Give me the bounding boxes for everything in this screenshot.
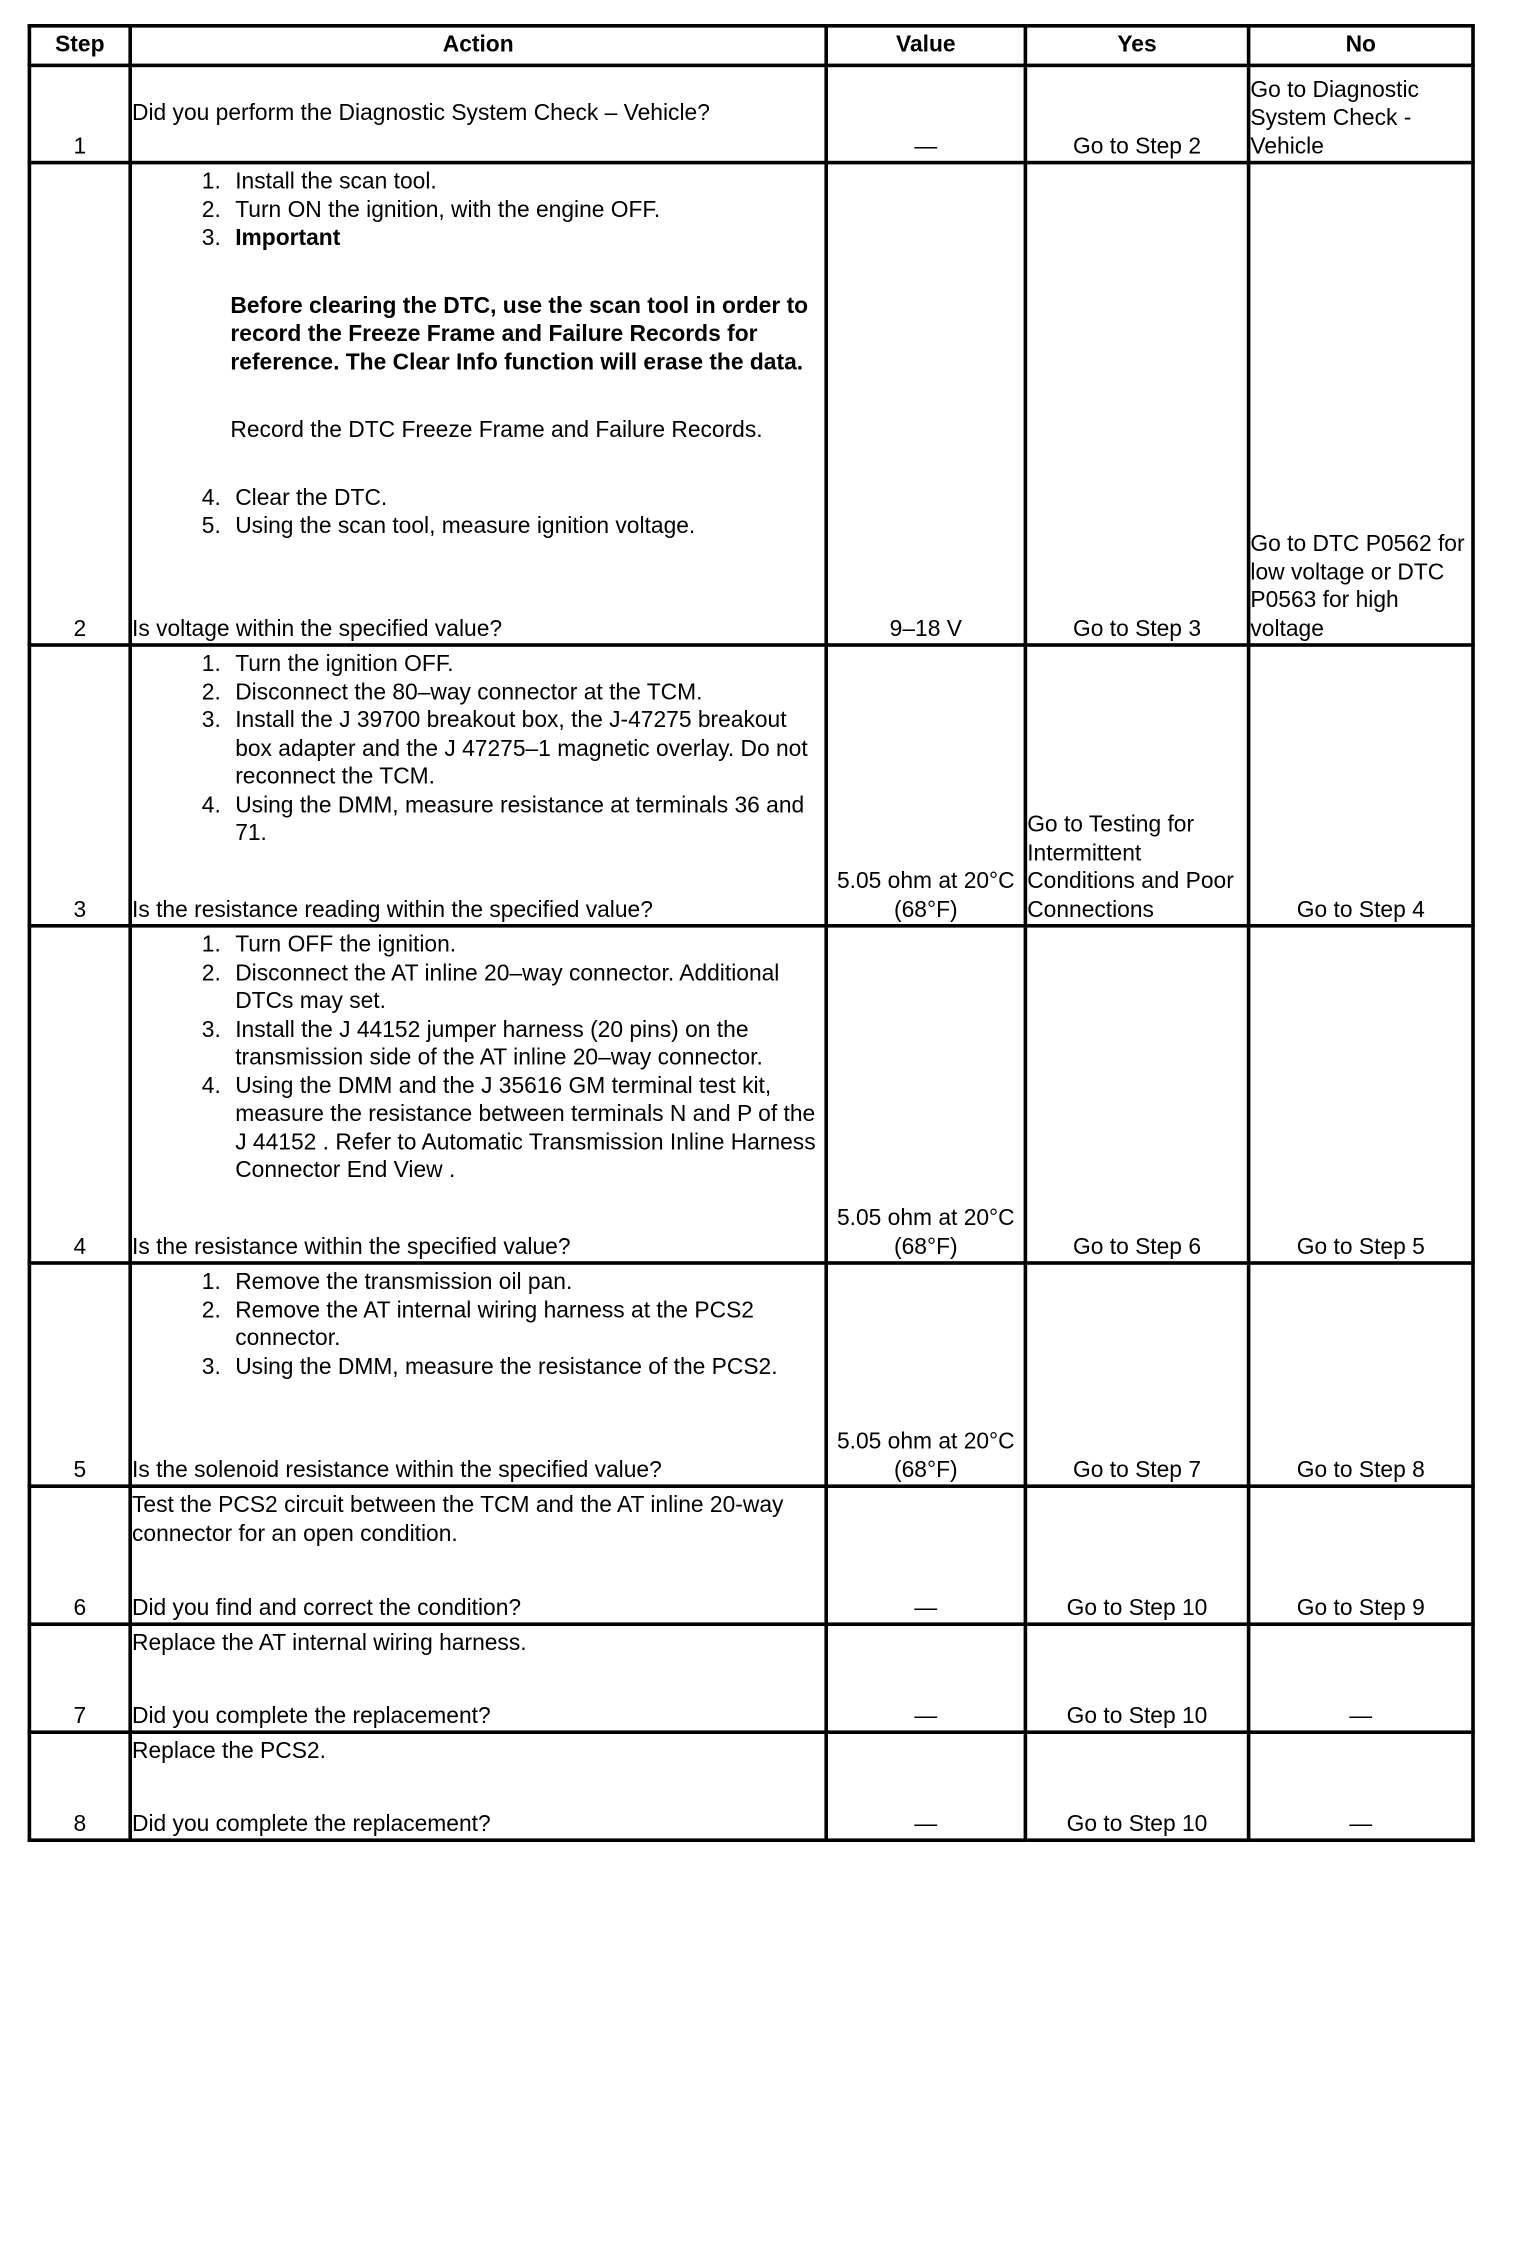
yes-cell: Go to Step 2	[1025, 65, 1248, 162]
no-cell: —	[1249, 1624, 1473, 1732]
action-steps	[132, 650, 824, 847]
no-cell: Go to Step 9	[1249, 1486, 1473, 1624]
list-item: 5 . Using the scan tool, measure ignition voltage.	[132, 512, 824, 540]
action-cell	[130, 1732, 826, 1840]
action-question: Is the solenoid resistance within the specified value?	[132, 1457, 662, 1483]
action-question: Is voltage within the specified value?	[132, 616, 503, 642]
value-cell: —	[826, 1732, 1025, 1840]
table-row	[29, 1263, 1473, 1486]
table-row	[29, 645, 1473, 926]
action-instruction: Replace the AT internal wiring harness.	[132, 1630, 527, 1657]
no-cell: Go to Step 8	[1249, 1263, 1473, 1486]
step-number: 6	[29, 1486, 130, 1624]
header-value: Value	[826, 26, 1025, 66]
step-number: 2	[29, 163, 130, 645]
action-steps	[132, 168, 824, 253]
list-item: 2 . Remove the AT internal wiring harness at the PCS2 connector.	[132, 1297, 824, 1353]
header-action: Action	[130, 26, 826, 66]
action-steps	[132, 1268, 824, 1381]
action-cell	[130, 1263, 826, 1486]
no-cell: Go to DTC P0562 for low voltage or DTC P0563 for high voltage	[1249, 163, 1473, 645]
list-item: 2 . Disconnect the AT inline 20–way connector. Additional DTCs may set.	[132, 959, 824, 1015]
step-number: 7	[29, 1624, 130, 1732]
value-cell: 5.05 ohm at 20°C (68°F)	[826, 926, 1025, 1263]
table-row	[29, 65, 1473, 162]
action-steps	[132, 931, 824, 1185]
value-cell: 5.05 ohm at 20°C (68°F)	[826, 1263, 1025, 1486]
value-cell: 5.05 ohm at 20°C (68°F)	[826, 645, 1025, 926]
no-cell: Go to Step 5	[1249, 926, 1473, 1263]
table-row	[29, 1486, 1473, 1624]
yes-cell: Go to Testing for Intermittent Conditions and Poor Connections	[1025, 645, 1248, 926]
record-note: Record the DTC Freeze Frame and Failure Records.	[230, 417, 763, 443]
action-cell	[130, 1624, 826, 1732]
list-item: 3 . Install the J 39700 breakout box, the J-47275 breakout box adapter and the J 47275–1 magnetic overlay. Do not reconnect the TCM.	[132, 707, 824, 792]
table-row	[29, 926, 1473, 1263]
list-item: 4 . Using the DMM and the J 35616 GM terminal test kit, measure the resistance between terminals N and P of the J 44152 . Refer to Automatic Transmission Inline Harness Connector End View .	[132, 1072, 824, 1185]
yes-cell: Go to Step 6	[1025, 926, 1248, 1263]
value-cell: —	[826, 1624, 1025, 1732]
action-cell	[130, 163, 826, 645]
yes-cell: Go to Step 10	[1025, 1624, 1248, 1732]
yes-cell: Go to Step 7	[1025, 1263, 1248, 1486]
action-question: Did you perform the Diagnostic System Check – Vehicle?	[132, 101, 710, 127]
no-cell: Go to Diagnostic System Check - Vehicle	[1249, 65, 1473, 162]
list-item: 4 . Clear the DTC.	[132, 484, 824, 512]
step-number: 8	[29, 1732, 130, 1840]
list-item: 1 . Turn OFF the ignition.	[132, 931, 824, 959]
list-item: 1 . Install the scan tool.	[132, 168, 824, 196]
action-question: Is the resistance reading within the specified value?	[132, 897, 653, 923]
list-item: 1 . Remove the transmission oil pan.	[132, 1268, 824, 1296]
important-note: Before clearing the DTC, use the scan tool in order to record the Freeze Frame and Failure Records for reference. The Clear Info function will erase the data.	[230, 293, 809, 375]
action-cell	[130, 926, 826, 1263]
list-item: 3 . Using the DMM, measure the resistance of the PCS2.	[132, 1353, 824, 1381]
list-item: 2 . Turn ON the ignition, with the engine OFF.	[132, 196, 824, 224]
header-step: Step	[29, 26, 130, 66]
step-number: 5	[29, 1263, 130, 1486]
value-cell: 9–18 V	[826, 163, 1025, 645]
list-item: 4 . Using the DMM, measure resistance at terminals 36 and 71.	[132, 791, 824, 847]
action-question: Did you find and correct the condition?	[132, 1595, 522, 1621]
step-number: 4	[29, 926, 130, 1263]
action-question: Did you complete the replacement?	[132, 1811, 491, 1837]
value-cell: —	[826, 1486, 1025, 1624]
header-no: No	[1249, 26, 1473, 66]
list-item: 3 . Important	[132, 224, 824, 252]
list-item: 2 . Disconnect the 80–way connector at the TCM.	[132, 679, 824, 707]
diagnostic-table	[28, 24, 1475, 1842]
list-item: 1 . Turn the ignition OFF.	[132, 650, 824, 678]
table-row	[29, 163, 1473, 645]
table-row	[29, 1624, 1473, 1732]
yes-cell: Go to Step 10	[1025, 1732, 1248, 1840]
value-cell: —	[826, 65, 1025, 162]
action-cell	[130, 1486, 826, 1624]
action-cell	[130, 645, 826, 926]
yes-cell: Go to Step 10	[1025, 1486, 1248, 1624]
header-row	[29, 26, 1473, 66]
list-item: 3 . Install the J 44152 jumper harness (20 pins) on the transmission side of the AT inline 20–way connector.	[132, 1016, 824, 1072]
action-question: Did you complete the replacement?	[132, 1703, 491, 1729]
no-cell: —	[1249, 1732, 1473, 1840]
header-yes: Yes	[1025, 26, 1248, 66]
action-instruction: Test the PCS2 circuit between the TCM and the AT inline 20-way connector for an open condition.	[132, 1492, 784, 1547]
step-number: 3	[29, 645, 130, 926]
yes-cell: Go to Step 3	[1025, 163, 1248, 645]
action-instruction: Replace the PCS2.	[132, 1738, 326, 1765]
action-steps	[132, 484, 824, 540]
table-row	[29, 1732, 1473, 1840]
step-number: 1	[29, 65, 130, 162]
no-cell: Go to Step 4	[1249, 645, 1473, 926]
action-question: Is the resistance within the specified value?	[132, 1234, 571, 1260]
action-cell	[130, 65, 826, 162]
